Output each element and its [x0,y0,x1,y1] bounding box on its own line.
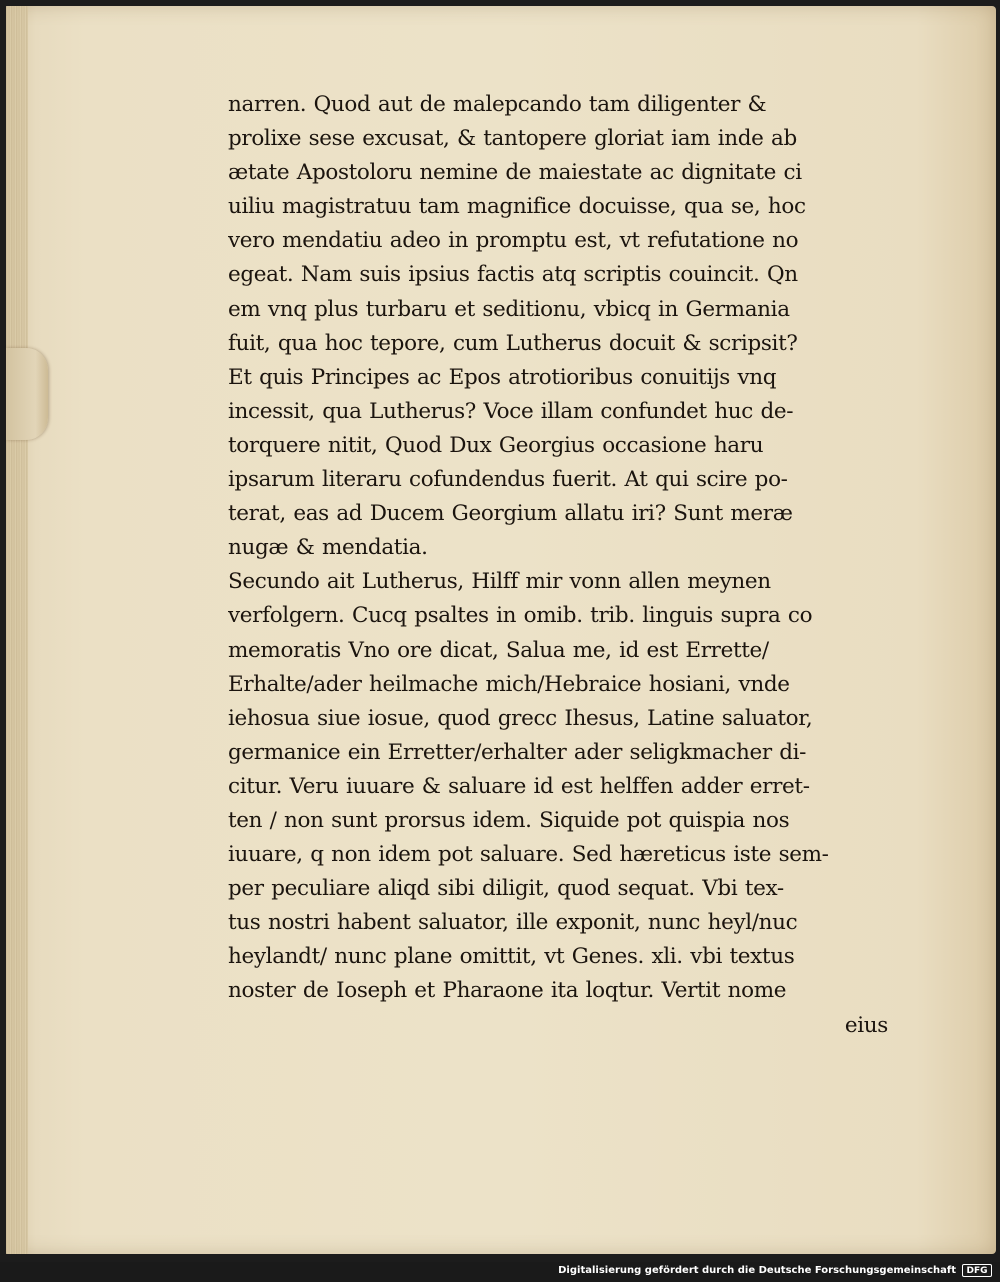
text-line: iuuare, q non idem pot saluare. Sed hæreticus iste sem- [228,842,829,868]
text-line: iehosua siue iosue, quod grecc Ihesus, Latine saluator, [228,705,813,731]
text-line: em vnq plus turbaru et seditionu, vbicq in Germania [228,296,790,322]
dfg-logo-icon: DFG [962,1264,992,1277]
text-line: vero mendatiu adeo in promptu est, vt refutatione no [228,228,799,254]
text-line: noster de Ioseph et Pharaone ita loqtur. Vertit nome [228,978,787,1004]
text-line: heylandt/ nunc plane omittit, vt Genes. xli. vbi textus [228,944,795,970]
text-line: citur. Veru iuuare & saluare id est helffen adder erret- [228,773,810,799]
body-text [228,88,888,1043]
text-line: narren. Quod aut de malepcando tam diligenter & [228,92,767,117]
text-line: ten / non sunt prorsus idem. Siquide pot quispia nos [228,807,790,833]
book-page [6,6,996,1254]
text-line: prolixe sese excusat, & tantopere gloriat iam inde ab [228,126,797,152]
text-line: terat, eas ad Ducem Georgium allatu iri? Sunt meræ [228,501,793,527]
text-line: per peculiare aliqd sibi diligit, quod sequat. Vbi tex- [228,876,784,902]
text-line: egeat. Nam suis ipsius factis atq scriptis couincit. Qn [228,262,798,288]
text-line: ipsarum literaru cofundendus fuerit. At qui scire po- [228,467,788,493]
text-line: germanice ein Erretter/erhalter ader seligkmacher di- [228,739,807,765]
text-line: Et quis Principes ac Epos atrotioribus conuitijs vnq [228,364,777,390]
text-line: Secundo ait Lutherus, Hilff mir vonn allen meynen [228,569,771,595]
text-line: tus nostri habent saluator, ille exponit, nunc heyl/nuc [228,910,798,936]
page-edges [6,6,28,1254]
text-line: ætate Apostoloru nemine de maiestate ac dignitate ci [228,160,802,186]
text-line: uiliu magistratuu tam magnifice docuisse, qua se, hoc [228,194,806,220]
text-line: torquere nitit, Quod Dux Georgius occasione haru [228,432,764,458]
page-clip [6,348,48,440]
text-line: memoratis Vno ore dicat, Salua me, id est Errette/ [228,637,769,663]
funding-credit: Digitalisierung gefördert durch die Deutsche Forschungsgemeinschaft [558,1265,956,1276]
text-line: nugæ & mendatia. [228,535,428,561]
text-line: fuit, qua hoc tepore, cum Lutherus docuit & scripsit? [228,330,798,356]
text-line: Erhalte/ader heilmache mich/Hebraice hosiani, vnde [228,671,790,697]
catchword: eius [844,1012,888,1038]
text-line: incessit, qua Lutherus? Voce illam confundet huc de- [228,398,794,424]
text-line: verfolgern. Cucq psaltes in omib. trib. linguis supra co [228,603,813,629]
